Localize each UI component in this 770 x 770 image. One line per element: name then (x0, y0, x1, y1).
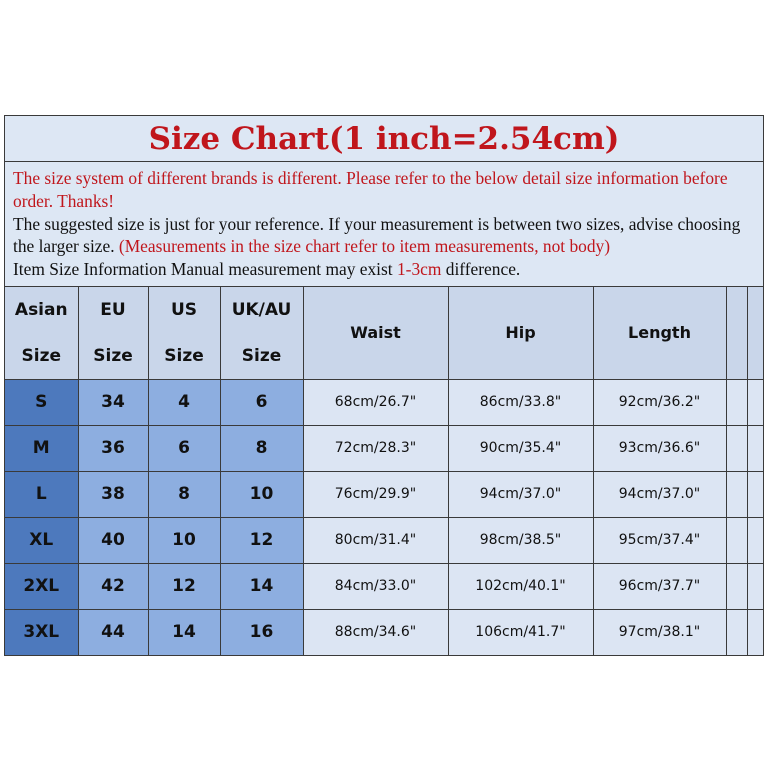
empty-cell (747, 425, 763, 471)
cell-length: 95cm/37.4" (593, 517, 726, 563)
header-ukau-size: UK/AU Size (220, 287, 303, 380)
cell-eu-size: 34 (78, 379, 148, 425)
header-length: Length (593, 287, 726, 380)
cell-us-size: 12 (148, 563, 220, 609)
cell-hip: 86cm/33.8" (448, 379, 593, 425)
table-row (5, 517, 763, 563)
cell-eu-size: 42 (78, 563, 148, 609)
cell-waist: 84cm/33.0" (303, 563, 448, 609)
cell-ukau-size: 10 (220, 471, 303, 517)
empty-cell (726, 379, 747, 425)
cell-asian-size: S (5, 379, 78, 425)
note-item-measurements: (Measurements in the size chart refer to item measurements, not body) (118, 236, 611, 257)
cell-eu-size: 44 (78, 609, 148, 655)
cell-ukau-size: 16 (220, 609, 303, 655)
cell-us-size: 4 (148, 379, 220, 425)
cell-length: 94cm/37.0" (593, 471, 726, 517)
note-difference: difference. (445, 259, 521, 280)
cell-eu-size: 38 (78, 471, 148, 517)
empty-cell (747, 379, 763, 425)
cell-asian-size: XL (5, 517, 78, 563)
cell-hip: 102cm/40.1" (448, 563, 593, 609)
empty-cell (726, 609, 747, 655)
cell-length: 92cm/36.2" (593, 379, 726, 425)
empty-cell (747, 517, 763, 563)
cell-length: 96cm/37.7" (593, 563, 726, 609)
cell-waist: 80cm/31.4" (303, 517, 448, 563)
cell-waist: 68cm/26.7" (303, 379, 448, 425)
note-manual-measurement: Item Size Information Manual measurement may exist (13, 259, 393, 280)
header-us-size: US Size (148, 287, 220, 380)
cell-waist: 88cm/34.6" (303, 609, 448, 655)
cell-ukau-size: 8 (220, 425, 303, 471)
header-empty (747, 287, 763, 380)
cell-ukau-size: 12 (220, 517, 303, 563)
cell-us-size: 14 (148, 609, 220, 655)
cell-asian-size: M (5, 425, 78, 471)
cell-ukau-size: 14 (220, 563, 303, 609)
cell-hip: 106cm/41.7" (448, 609, 593, 655)
note-tolerance: 1-3cm (396, 259, 442, 280)
empty-cell (747, 609, 763, 655)
note-brand-sizes: The size system of different brands is different. Please refer to the below detail size information before order. Thanks! (13, 168, 728, 211)
cell-asian-size: L (5, 471, 78, 517)
size-rows (5, 379, 763, 655)
size-table (5, 287, 763, 655)
cell-us-size: 10 (148, 517, 220, 563)
empty-cell (726, 563, 747, 609)
cell-waist: 76cm/29.9" (303, 471, 448, 517)
cell-length: 93cm/36.6" (593, 425, 726, 471)
header-empty (726, 287, 747, 380)
header-hip: Hip (448, 287, 593, 380)
empty-cell (747, 563, 763, 609)
table-row (5, 471, 763, 517)
cell-eu-size: 40 (78, 517, 148, 563)
cell-hip: 94cm/37.0" (448, 471, 593, 517)
note-suggested-size: The suggested size is just for your reference. If your measurement is between two sizes, advise choosing the larger size. (13, 213, 741, 257)
size-chart (4, 115, 764, 656)
header-waist: Waist (303, 287, 448, 380)
chart-title: Size Chart(1 inch=2.54cm) (5, 116, 763, 162)
cell-eu-size: 36 (78, 425, 148, 471)
header-eu-size: EU Size (78, 287, 148, 380)
cell-ukau-size: 6 (220, 379, 303, 425)
cell-us-size: 8 (148, 471, 220, 517)
cell-waist: 72cm/28.3" (303, 425, 448, 471)
cell-hip: 98cm/38.5" (448, 517, 593, 563)
cell-us-size: 6 (148, 425, 220, 471)
empty-cell (726, 471, 747, 517)
table-row (5, 379, 763, 425)
empty-cell (726, 517, 747, 563)
table-row (5, 609, 763, 655)
table-row (5, 425, 763, 471)
cell-hip: 90cm/35.4" (448, 425, 593, 471)
header-asian-size: Asian Size (5, 287, 78, 380)
table-row (5, 563, 763, 609)
cell-length: 97cm/38.1" (593, 609, 726, 655)
cell-asian-size: 3XL (5, 609, 78, 655)
empty-cell (747, 471, 763, 517)
cell-asian-size: 2XL (5, 563, 78, 609)
size-notes (5, 162, 763, 287)
empty-cell (726, 425, 747, 471)
header-row (5, 287, 763, 380)
